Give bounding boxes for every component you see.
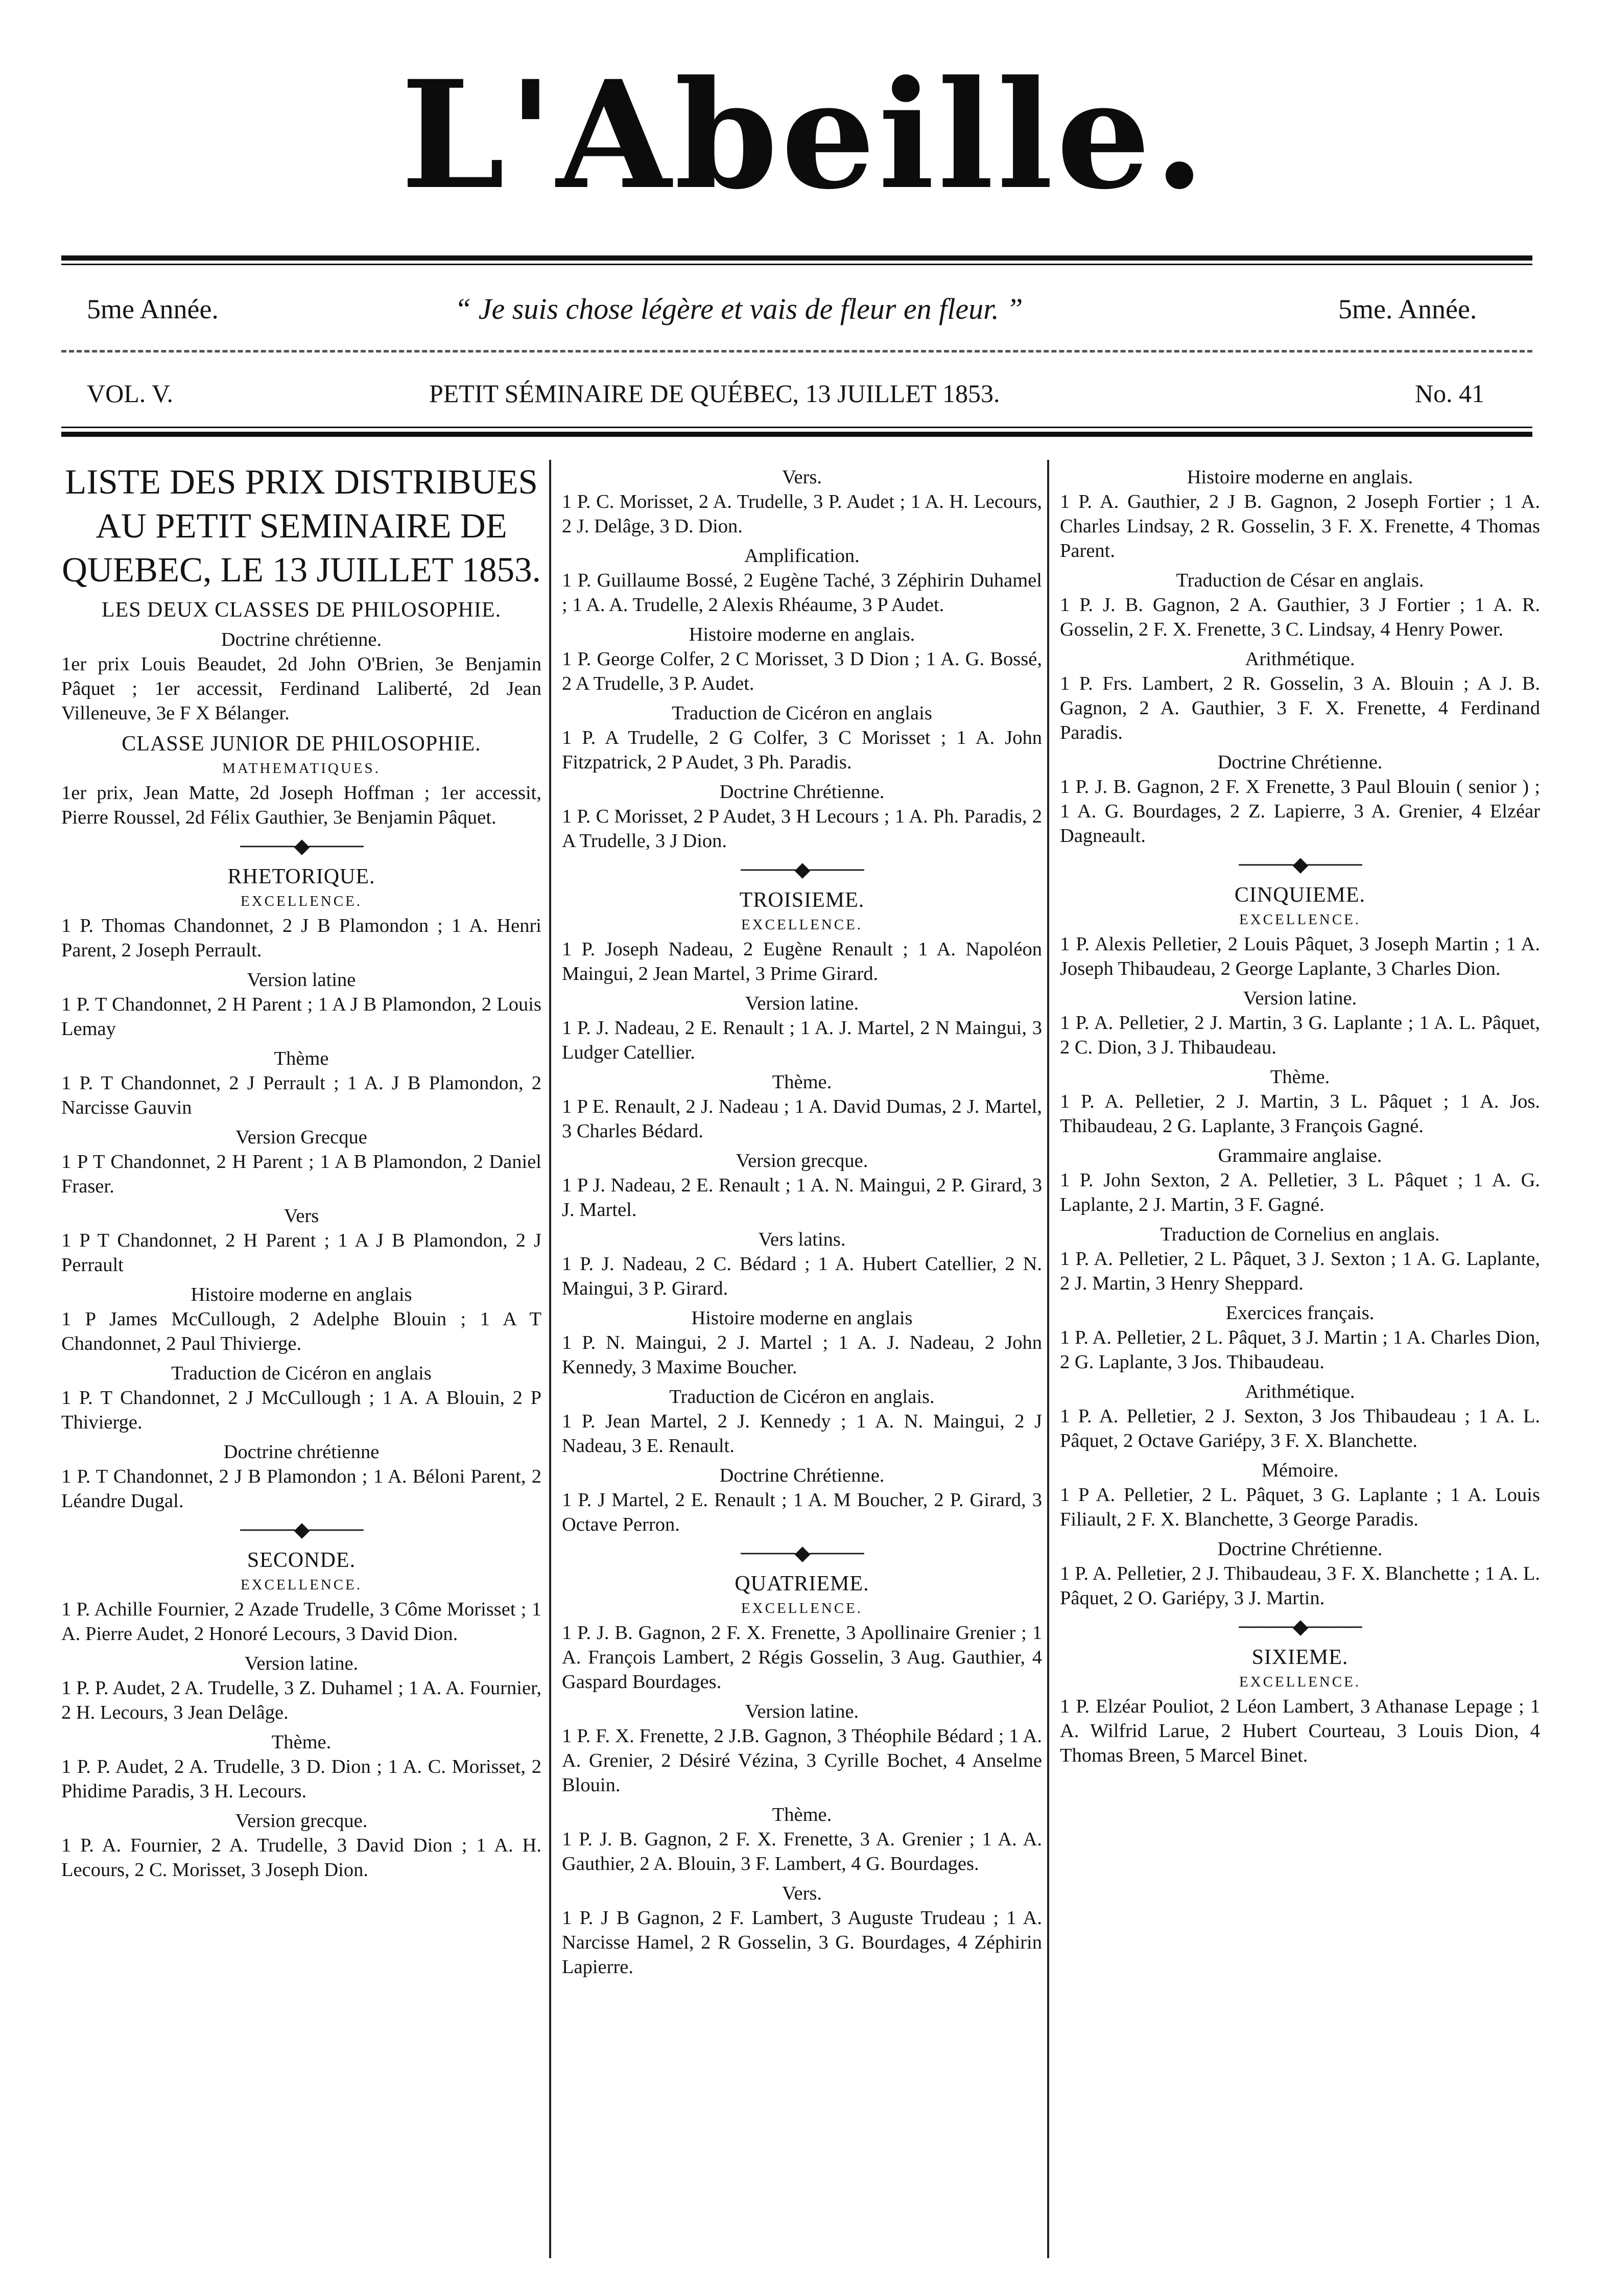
prize-entry: 1 P. T Chandonnet, 2 H Parent ; 1 A J B Plamondon, 2 Louis Lemay	[61, 994, 541, 1040]
ornament-divider: ────◆────	[741, 1541, 863, 1564]
subject-heading: Mémoire.	[1261, 1460, 1339, 1481]
subject-heading: Vers.	[782, 466, 822, 488]
subject-heading: Doctrine Chrétienne.	[719, 781, 885, 803]
prize-entry: 1er prix, Jean Matte, 2d Joseph Hoffman ; 1er accessit, Pierre Roussel, 2d Félix Gauthier, 3e Benjamin Pâquet.	[61, 782, 541, 828]
prize-entry: 1 P. C. Morisset, 2 A. Trudelle, 3 P. Audet ; 1 A. H. Lecours, 2 J. Delâge, 3 D. Dion.	[562, 491, 1042, 537]
excellence-label: EXCELLENCE.	[741, 917, 863, 933]
section-heading: CLASSE JUNIOR DE PHILOSOPHIE.	[122, 732, 481, 756]
subject-heading: Thème	[274, 1048, 329, 1069]
subject-heading: Doctrine chrétienne	[223, 1441, 380, 1463]
subject-heading: Traduction de Cornelius en anglais.	[1160, 1224, 1440, 1245]
masthead-rule-thin	[61, 264, 1532, 265]
subject-heading: Histoire moderne en anglais	[191, 1284, 412, 1305]
edition-left: 5me Année.	[87, 294, 219, 324]
subject-heading: Thème.	[271, 1731, 332, 1753]
subject-heading: Arithmétique.	[1245, 1381, 1355, 1402]
prize-entry: 1 P. A. Pelletier, 2 J. Sexton, 3 Jos Thibaudeau ; 1 A. L. Pâquet, 2 Octave Gariépy, 3 F. X. Blanchette.	[1060, 1405, 1540, 1451]
subject-heading: Version Grecque	[235, 1127, 367, 1148]
article-headline: LISTE DES PRIX DISTRIBUES AU PETIT SEMINAIRE DE QUEBEC, LE 13 JUILLET 1853.	[62, 462, 541, 589]
issue-number: No. 41	[1415, 379, 1485, 408]
prize-entry: 1 P. John Sexton, 2 A. Pelletier, 3 L. Pâquet ; 1 A. G. Laplante, 2 J. Martin, 3 F. Gagné.	[1060, 1169, 1540, 1215]
subject-heading: Version latine.	[1243, 988, 1357, 1009]
prize-entry: 1 P. T Chandonnet, 2 J Perrault ; 1 A. J B Plamondon, 2 Narcisse Gauvin	[61, 1072, 541, 1118]
subject-heading: Doctrine Chrétienne.	[1217, 752, 1383, 773]
subject-heading: Vers latins.	[758, 1229, 846, 1250]
subject-heading: Thème.	[772, 1804, 832, 1825]
subject-heading: Vers.	[782, 1883, 822, 1904]
prize-entry: 1 P. T Chandonnet, 2 J B Plamondon ; 1 A. Béloni Parent, 2 Léandre Dugal.	[61, 1466, 541, 1512]
column-3	[1060, 460, 1540, 1771]
prize-entry: 1 P. J. Nadeau, 2 C. Bédard ; 1 A. Hubert Catellier, 2 N. Maingui, 3 P. Girard.	[562, 1253, 1042, 1299]
column-2	[562, 460, 1042, 1982]
masthead-rule	[61, 255, 1532, 261]
banner-divider	[61, 350, 1532, 353]
dateline-rule	[61, 427, 1532, 428]
excellence-label: EXCELLENCE.	[1239, 911, 1361, 928]
excellence-label: EXCELLENCE.	[1239, 1674, 1361, 1690]
prize-entry: 1 P. Frs. Lambert, 2 R. Gosselin, 3 A. Blouin ; A J. B. Gagnon, 2 A. Gauthier, 3 F. X. Frenette, 4 Ferdinand Paradis.	[1060, 673, 1540, 743]
ornament-divider: ────◆────	[240, 1518, 363, 1541]
motto: “ Je suis chose légère et vais de fleur en fleur. ”	[455, 292, 1023, 325]
column-divider-2	[1047, 460, 1049, 2258]
subject-heading: Doctrine Chrétienne.	[719, 1465, 885, 1486]
subject-heading: Histoire moderne en anglais	[691, 1307, 913, 1329]
subject-heading: Version latine.	[745, 1701, 859, 1722]
prize-entry: 1 P. J B Gagnon, 2 F. Lambert, 3 Auguste Trudeau ; 1 A. Narcisse Hamel, 2 R Gosselin, 3 G. Bourdages, 4 Zéphirin Lapierre.	[562, 1907, 1042, 1978]
prize-entry: 1 P. A. Pelletier, 2 L. Pâquet, 3 J. Sexton ; 1 A. G. Laplante, 2 J. Martin, 3 Henry Sheppard.	[1060, 1248, 1540, 1294]
prize-entry: 1 P. A. Fournier, 2 A. Trudelle, 3 David Dion ; 1 A. H. Lecours, 2 C. Morisset, 3 Joseph Dion.	[61, 1835, 541, 1881]
subject-heading: Thème.	[1270, 1066, 1330, 1088]
subject-heading: Thème.	[772, 1071, 832, 1093]
subject-heading: Version latine.	[745, 993, 859, 1014]
subject-heading: Version grecque.	[235, 1810, 368, 1832]
subject-heading: Traduction de Cicéron en anglais	[171, 1363, 432, 1384]
prize-entry: 1 P T Chandonnet, 2 H Parent ; 1 A B Plamondon, 2 Daniel Fraser.	[61, 1151, 541, 1197]
newspaper-title: L'Abeille.	[400, 49, 1209, 222]
place-date: PETIT SÉMINAIRE DE QUÉBEC, 13 JUILLET 1853.	[429, 379, 1000, 408]
prize-entry: 1 P. Thomas Chandonnet, 2 J B Plamondon ; 1 A. Henri Parent, 2 Joseph Perrault.	[61, 915, 541, 961]
subject-heading: Doctrine chrétienne.	[221, 629, 382, 650]
prize-entry: 1 P T Chandonnet, 2 H Parent ; 1 A J B Plamondon, 2 J Perrault	[61, 1230, 541, 1276]
prize-entry: 1 P. A. Pelletier, 2 J. Martin, 3 G. Laplante ; 1 A. L. Pâquet, 2 C. Dion, 3 J. Thibaudeau.	[1060, 1012, 1540, 1058]
prize-entry: 1 P. Jean Martel, 2 J. Kennedy ; 1 A. N. Maingui, 2 J Nadeau, 3 E. Renault.	[562, 1411, 1042, 1457]
excellence-label: EXCELLENCE.	[240, 1577, 363, 1593]
prize-entry: 1 P. Elzéar Pouliot, 2 Léon Lambert, 3 Athanase Lepage ; 1 A. Wilfrid Larue, 2 Hubert Courteau, 3 Louis Dion, 4 Thomas Breen, 5 Marcel Binet.	[1060, 1696, 1540, 1766]
subject-heading: Version latine.	[244, 1653, 359, 1674]
edition-right: 5me. Année.	[1338, 294, 1477, 324]
excellence-label: EXCELLENCE.	[741, 1600, 863, 1616]
column-1	[61, 460, 541, 1885]
prize-entry: 1 P. J. B. Gagnon, 2 F. X. Frenette, 3 Apollinaire Grenier ; 1 A. François Lambert, 2 Régis Gosselin, 3 Aug. Gauthier, 4 Gaspard Bourdages.	[562, 1622, 1042, 1693]
prize-entry: 1 P. J Martel, 2 E. Renault ; 1 A. M Boucher, 2 P. Girard, 3 Octave Perron.	[562, 1489, 1042, 1535]
subject-heading: Arithmétique.	[1245, 648, 1355, 670]
prize-entry: 1 P. C Morisset, 2 P Audet, 3 H Lecours ; 1 A. Ph. Paradis, 2 A Trudelle, 3 J Dion.	[562, 806, 1042, 852]
section-heading: SIXIEME.	[1251, 1646, 1348, 1669]
subject-heading: Traduction de Cicéron en anglais.	[669, 1386, 935, 1408]
subject-heading: Grammaire anglaise.	[1218, 1145, 1382, 1166]
prize-entry: 1 P. Guillaume Bossé, 2 Eugène Taché, 3 Zéphirin Duhamel ; 1 A. A. Trudelle, 2 Alexis Rhéaume, 3 P Audet.	[562, 570, 1042, 616]
prize-entry: 1 P. J. B. Gagnon, 2 F. X Frenette, 3 Paul Blouin ( senior ) ; 1 A. G. Bourdages, 2 Z. Lapierre, 3 A. Grenier, 4 Elzéar Dagneault.	[1060, 776, 1540, 847]
subject-heading: Version grecque.	[736, 1150, 868, 1172]
volume: VOL. V.	[87, 379, 174, 408]
section-heading: QUATRIEME.	[735, 1572, 869, 1596]
prize-entry: 1 P. Achille Fournier, 2 Azade Trudelle, 3 Côme Morisset ; 1 A. Pierre Audet, 2 Honoré Lecours, 3 David Dion.	[61, 1599, 541, 1645]
section-heading: LES DEUX CLASSES DE PHILOSOPHIE.	[101, 598, 502, 622]
subject-heading: Version latine	[247, 969, 356, 991]
section-heading: SECONDE.	[247, 1549, 356, 1572]
masthead	[0, 36, 1609, 235]
prize-entry: 1 P. Joseph Nadeau, 2 Eugène Renault ; 1 A. Napoléon Maingui, 2 Jean Martel, 3 Prime Girard.	[562, 939, 1042, 985]
prize-entry: 1 P. F. X. Frenette, 2 J.B. Gagnon, 3 Théophile Bédard ; 1 A. A. Grenier, 2 Désiré Vézina, 3 Cyrille Bochet, 4 Anselme Blouin.	[562, 1725, 1042, 1796]
ornament-divider: ────◆────	[741, 858, 863, 881]
subject-heading: Vers	[283, 1205, 319, 1227]
subject-heading: Traduction de César en anglais.	[1176, 570, 1424, 591]
subject-heading: Histoire moderne en anglais.	[1187, 466, 1413, 488]
prize-entry: 1 P A. Pelletier, 2 L. Pâquet, 3 G. Laplante ; 1 A. Louis Filiault, 2 F. X. Blanchette, 3 George Paradis.	[1060, 1484, 1540, 1530]
prize-entry: 1 P. J. Nadeau, 2 E. Renault ; 1 A. J. Martel, 2 N Maingui, 3 Ludger Catellier.	[562, 1017, 1042, 1063]
excellence-label: MATHEMATIQUES.	[222, 760, 381, 777]
prize-entry: 1 P James McCullough, 2 Adelphe Blouin ; 1 A T Chandonnet, 2 Paul Thivierge.	[61, 1308, 541, 1354]
prize-entry: 1 P. J. B. Gagnon, 2 A. Gauthier, 3 J Fortier ; 1 A. R. Gosselin, 2 F. X. Frenette, 3 C. Lindsay, 4 Henry Power.	[1060, 594, 1540, 640]
subject-heading: Doctrine Chrétienne.	[1217, 1538, 1383, 1560]
prize-entry: 1 P. A Trudelle, 2 G Colfer, 3 C Morisset ; 1 A. John Fitzpatrick, 2 P Audet, 3 Ph. Paradis.	[562, 727, 1042, 773]
section-heading: CINQUIEME.	[1234, 883, 1366, 907]
section-heading: RHETORIQUE.	[227, 865, 375, 888]
prize-entry: 1 P. J. B. Gagnon, 2 F. X. Frenette, 3 A. Grenier ; 1 A. A. Gauthier, 2 A. Blouin, 3 F. Lambert, 4 G. Bourdages.	[562, 1829, 1042, 1875]
prize-entry: 1 P. A. Gauthier, 2 J B. Gagnon, 2 Joseph Fortier ; 1 A. Charles Lindsay, 2 R. Gosselin, 3 F. X. Frenette, 4 Thomas Parent.	[1060, 491, 1540, 561]
prize-entry: 1 P J. Nadeau, 2 E. Renault ; 1 A. N. Maingui, 2 P. Girard, 3 J. Martel.	[562, 1175, 1042, 1221]
prize-entry: 1 P. P. Audet, 2 A. Trudelle, 3 D. Dion ; 1 A. C. Morisset, 2 Phidime Paradis, 3 H. Lecours.	[61, 1756, 541, 1802]
dateline-rule-thick	[61, 432, 1532, 437]
prize-entry: 1 P E. Renault, 2 J. Nadeau ; 1 A. David Dumas, 2 J. Martel, 3 Charles Bédard.	[562, 1096, 1042, 1142]
prize-entry: 1 P. Alexis Pelletier, 2 Louis Pâquet, 3 Joseph Martin ; 1 A. Joseph Thibaudeau, 2 George Laplante, 3 Charles Dion.	[1060, 933, 1540, 979]
prize-entry: 1 P. T Chandonnet, 2 J McCullough ; 1 A. A Blouin, 2 P Thivierge.	[61, 1387, 541, 1433]
ornament-divider: ────◆────	[240, 834, 363, 857]
ornament-divider: ────◆────	[1239, 1615, 1361, 1638]
excellence-label: EXCELLENCE.	[240, 893, 363, 909]
subject-heading: Exercices français.	[1225, 1302, 1375, 1324]
prize-entry: 1 P. George Colfer, 2 C Morisset, 3 D Dion ; 1 A. G. Bossé, 2 A Trudelle, 3 P. Audet.	[562, 648, 1042, 694]
section-heading: TROISIEME.	[739, 888, 865, 912]
prize-entry: 1 P. A. Pelletier, 2 J. Martin, 3 L. Pâquet ; 1 A. Jos. Thibaudeau, 2 G. Laplante, 3 François Gagné.	[1060, 1091, 1540, 1137]
subject-heading: Traduction de Cicéron en anglais	[672, 702, 932, 724]
prize-entry: 1 P. P. Audet, 2 A. Trudelle, 3 Z. Duhamel ; 1 A. A. Fournier, 2 H. Lecours, 3 Jean Delâge.	[61, 1677, 541, 1723]
prize-entry: 1 P. A. Pelletier, 2 J. Thibaudeau, 3 F. X. Blanchette ; 1 A. L. Pâquet, 2 O. Gariépy, 3 J. Martin.	[1060, 1563, 1540, 1609]
ornament-divider: ────◆────	[1239, 853, 1361, 876]
subject-heading: Histoire moderne en anglais.	[689, 624, 915, 645]
prize-entry: 1 P. A. Pelletier, 2 L. Pâquet, 3 J. Martin ; 1 A. Charles Dion, 2 G. Laplante, 3 Jos. Thibaudeau.	[1060, 1327, 1540, 1373]
subject-heading: Amplification.	[744, 545, 860, 567]
column-divider-1	[549, 460, 551, 2258]
prize-entry: 1er prix Louis Beaudet, 2d John O'Brien, 3e Benjamin Pâquet ; 1er accessit, Ferdinand Laliberté, 2d Jean Villeneuve, 3e F X Bélanger.	[61, 653, 541, 724]
prize-entry: 1 P. N. Maingui, 2 J. Martel ; 1 A. J. Nadeau, 2 John Kennedy, 3 Maxime Boucher.	[562, 1332, 1042, 1378]
